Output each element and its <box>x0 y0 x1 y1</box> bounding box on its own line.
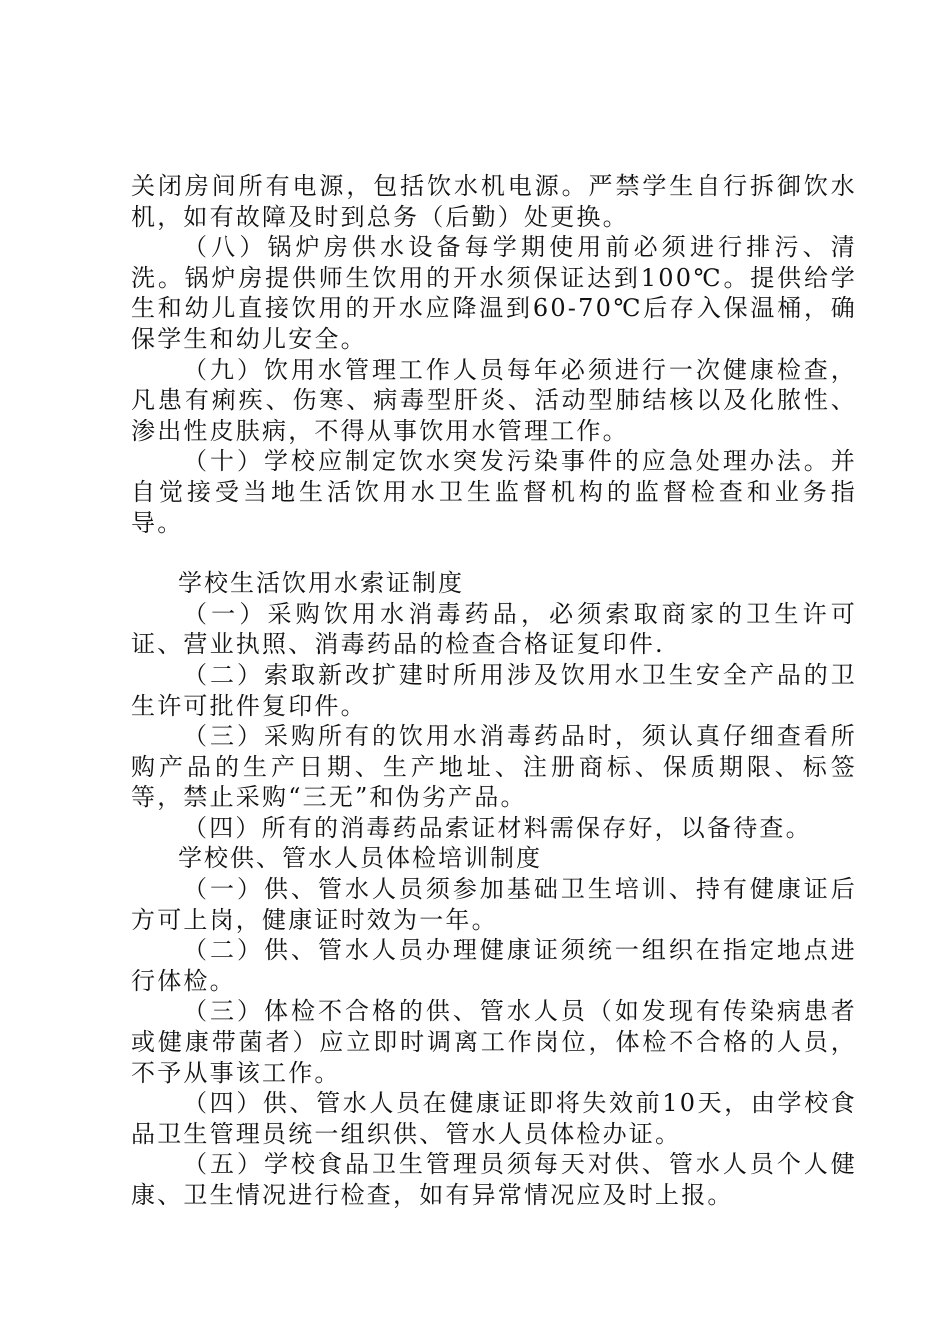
paragraph-cert-1: （一）采购饮用水消毒药品，必须索取商家的卫生许可证、营业执照、消毒药品的检查合格证复印件. <box>131 599 857 659</box>
paragraph-staff-1: （一）供、管水人员须参加基础卫生培训、持有健康证后方可上岗，健康证时效为一年。 <box>131 875 857 934</box>
paragraph-item-9: （九）饮用水管理工作人员每年必须进行一次健康检查，凡患有痢疾、伤寒、病毒型肝炎、活动型肺结核以及化脓性、渗出性皮肤病，不得从事饮用水管理工作。 <box>131 355 857 445</box>
section-title-water-certificate: 学校生活饮用水索证制度 <box>178 569 464 598</box>
paragraph-staff-2: （二）供、管水人员办理健康证须统一组织在指定地点进行体检。 <box>131 936 857 995</box>
paragraph-cert-2: （二）索取新改扩建时所用涉及饮用水卫生安全产品的卫生许可批件复印件。 <box>131 660 857 720</box>
paragraph-item-10: （十）学校应制定饮水突发污染事件的应急处理办法。并自觉接受当地生活饮用水卫生监督机构的监督检查和业务指导。 <box>131 447 857 537</box>
paragraph-continuation: 关闭房间所有电源，包括饮水机电源。严禁学生自行拆御饮水机，如有故障及时到总务（后勤）处更换。 <box>131 172 857 231</box>
paragraph-staff-5: （五）学校食品卫生管理员须每天对供、管水人员个人健康、卫生情况进行检查，如有异常情况应及时上报。 <box>131 1150 857 1209</box>
section-title-staff-checkup: 学校供、管水人员体检培训制度 <box>178 844 542 873</box>
paragraph-staff-3: （三）体检不合格的供、管水人员（如发现有传染病患者或健康带菌者）应立即时调离工作岗位，体检不合格的人员，不予从事该工作。 <box>131 997 857 1087</box>
paragraph-item-8: （八）锅炉房供水设备每学期使用前必须进行排污、清洗。锅炉房提供师生饮用的开水须保证达到100℃。提供给学生和幼儿直接饮用的开水应降温到60-70℃后存入保温桶，确保学生和幼儿安全。 <box>131 233 857 353</box>
paragraph-cert-3: （三）采购所有的饮用水消毒药品时，须认真仔细查看所购产品的生产日期、生产地址、注册商标、保质期限、标签等，禁止采购“三无”和伪劣产品。 <box>131 722 857 812</box>
section-gap <box>131 538 857 568</box>
document-page <box>131 171 857 1211</box>
paragraph-staff-4: （四）供、管水人员在健康证即将失效前10天，由学校食品卫生管理员统一组织供、管水人员体检办证。 <box>131 1089 857 1148</box>
paragraph-cert-4: （四）所有的消毒药品索证材料需保存好，以备待查。 <box>183 813 812 842</box>
